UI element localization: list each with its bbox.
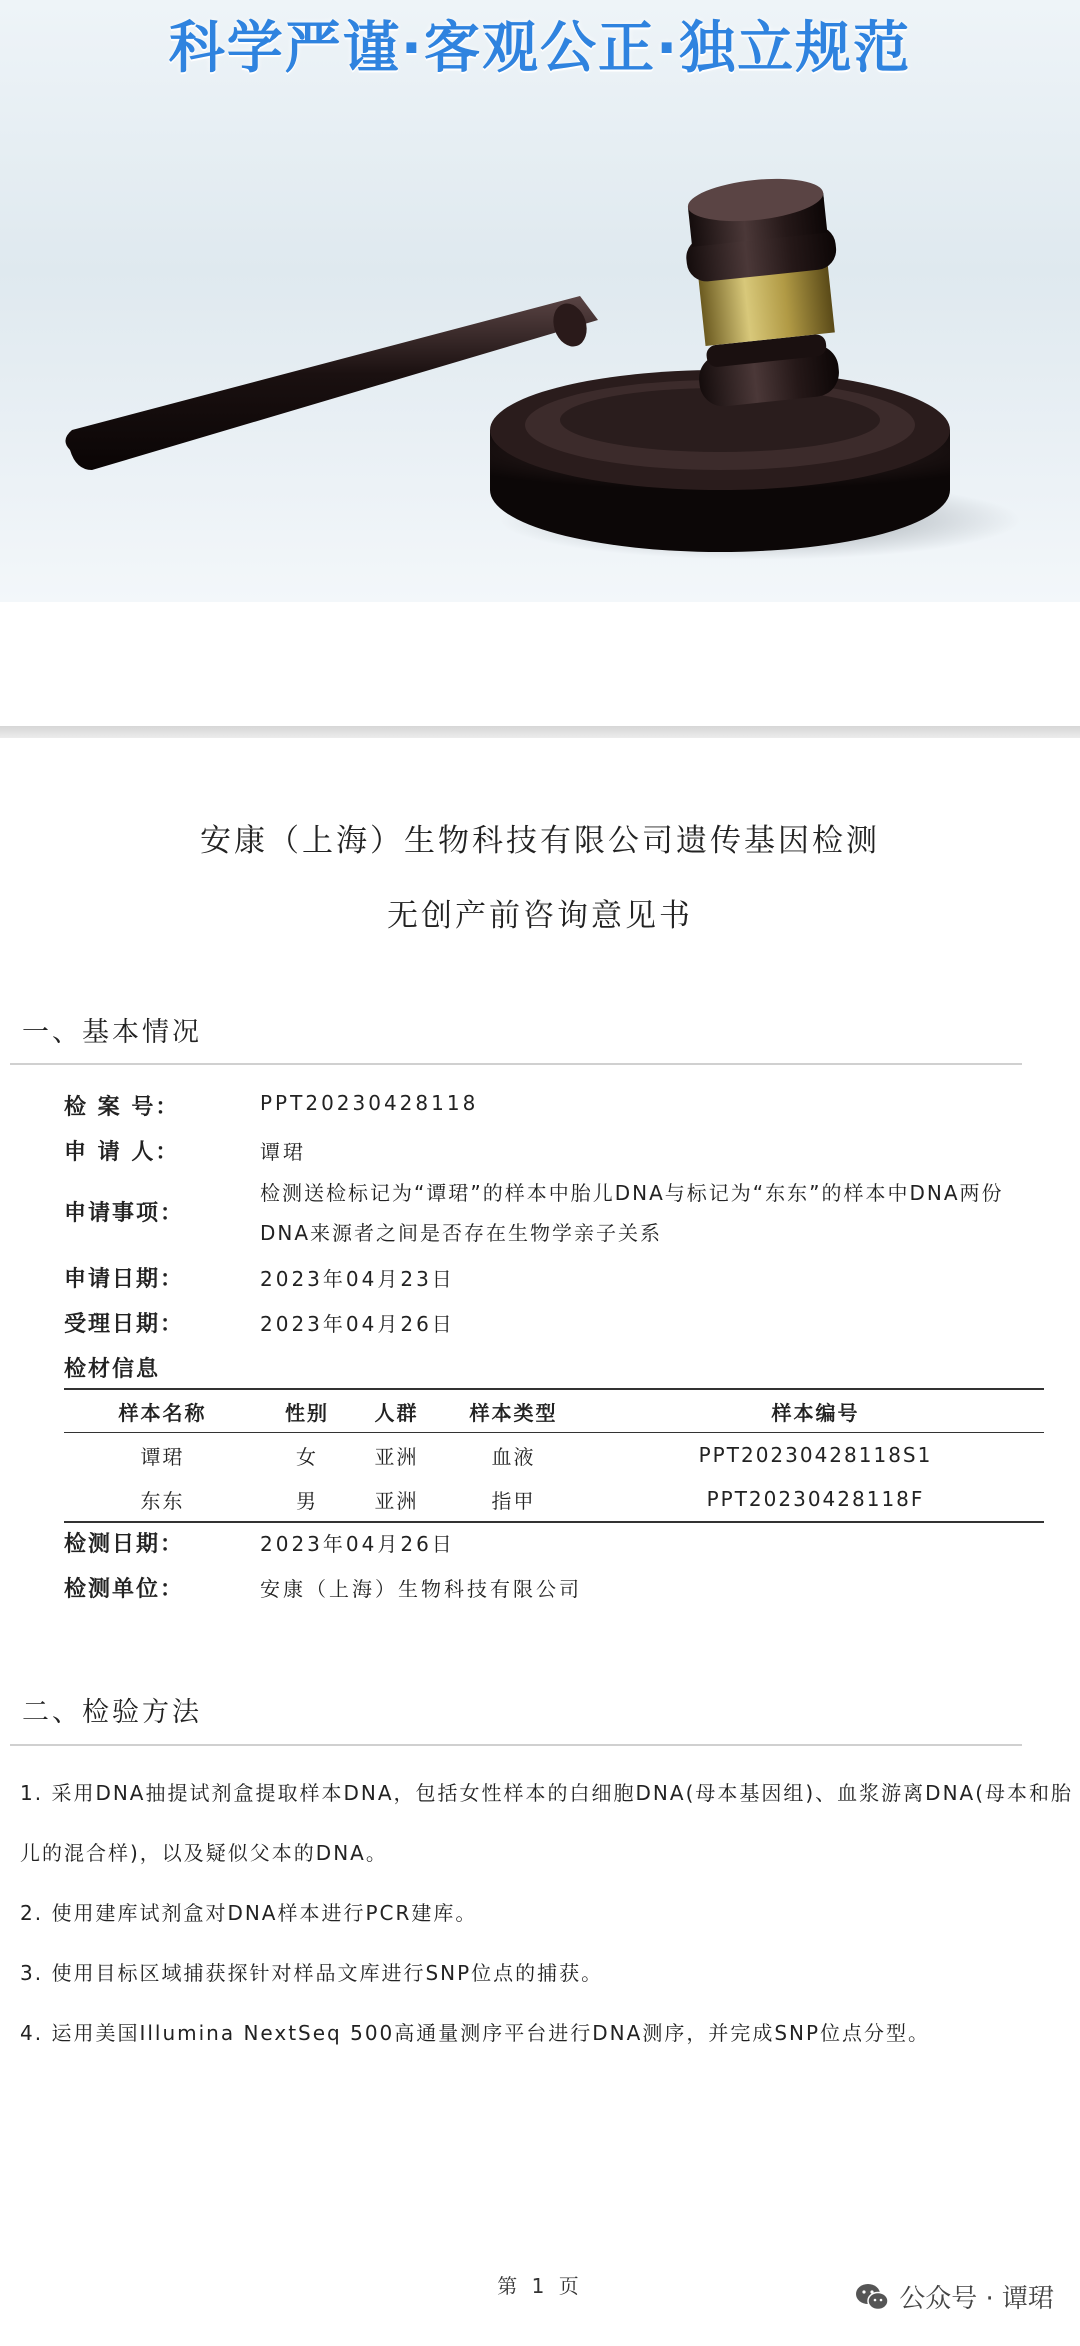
materials-label: 检材信息 (64, 1357, 161, 1382)
table-cell: 女 (296, 1444, 318, 1469)
watermark (855, 2278, 1054, 2315)
gavel-image (0, 0, 1080, 602)
section2-heading: 二、检验方法 (22, 1697, 202, 1728)
table-cell: PPT20230428118F (706, 1487, 925, 1511)
section2-rule (10, 1744, 1022, 1746)
banner (0, 0, 1080, 602)
table-header-cell: 样本编号 (771, 1400, 860, 1425)
case-no-label: 检 案 号： (64, 1095, 180, 1120)
table-header-row (64, 1389, 1044, 1433)
document-title-line2: 无创产前咨询意见书 (387, 898, 693, 934)
test-unit-label: 检测单位： (64, 1577, 185, 1602)
table-cell: PPT20230428118S1 (698, 1443, 933, 1467)
accept-date-label: 受理日期： (64, 1312, 185, 1337)
method-item-3: 3. 使用目标区域捕获探针对样品文库进行SNP位点的捕获。 (20, 1961, 604, 1985)
table-cell: 血液 (491, 1444, 536, 1469)
applicant-value: 谭珺 (260, 1140, 306, 1164)
table-header-cell: 人群 (374, 1400, 419, 1425)
table-header-cell: 性别 (285, 1400, 329, 1425)
request-label: 申请事项： (64, 1201, 185, 1226)
banner-spacer (0, 602, 1080, 728)
section1-heading: 一、基本情况 (22, 1017, 202, 1048)
method-item-2: 2. 使用建库试剂盒对DNA样本进行PCR建库。 (20, 1901, 478, 1925)
apply-date-label: 申请日期： (64, 1267, 185, 1292)
case-no-value: PPT20230428118 (260, 1091, 479, 1115)
table-cell: 男 (296, 1488, 318, 1513)
page-divider (0, 726, 1080, 738)
table-cell: 指甲 (491, 1488, 536, 1513)
table-header-cell: 样本名称 (118, 1400, 207, 1425)
table-row (64, 1477, 1044, 1522)
table-cell: 亚洲 (374, 1488, 419, 1513)
method-item-4: 4. 运用美国Illumina NextSeq 500高通量测序平台进行DNA测序，并完成SNP位点分型。 (20, 2021, 931, 2045)
table-cell: 东东 (140, 1488, 185, 1513)
wechat-icon (855, 2282, 889, 2312)
document-title-line1: 安康（上海）生物科技有限公司遗传基因检测 (200, 823, 880, 859)
request-value: 检测送检标记为“谭珺”的样本中胎儿DNA与标记为“东东”的样本中DNA两份DNA来源者之间是否存在生物学亲子关系 (260, 1181, 1004, 1245)
apply-date-value: 2023年04月23日 (260, 1267, 455, 1291)
page-number: 第 1 页 (497, 2274, 583, 2298)
section1-rule (10, 1063, 1022, 1065)
table-cell: 谭珺 (140, 1444, 185, 1469)
watermark-text: 公众号 · 谭珺 (899, 2284, 1054, 2314)
test-unit-value: 安康（上海）生物科技有限公司 (260, 1577, 582, 1601)
method-item-1: 1. 采用DNA抽提试剂盒提取样本DNA，包括女性样本的白细胞DNA(母本基因组)、血浆游离DNA(母本和胎儿的混合样)，以及疑似父本的DNA。 (20, 1781, 1074, 1865)
accept-date-value: 2023年04月26日 (260, 1312, 455, 1336)
materials-table (64, 1388, 1044, 1523)
table-row (64, 1433, 1044, 1478)
test-date-value: 2023年04月26日 (260, 1532, 455, 1556)
table-header-cell: 样本类型 (469, 1400, 558, 1425)
applicant-label: 申 请 人： (64, 1140, 180, 1165)
test-date-label: 检测日期： (64, 1532, 185, 1557)
table-cell: 亚洲 (374, 1444, 419, 1469)
banner-slogan: 科学严谨·客观公正·独立规范 (168, 16, 912, 81)
